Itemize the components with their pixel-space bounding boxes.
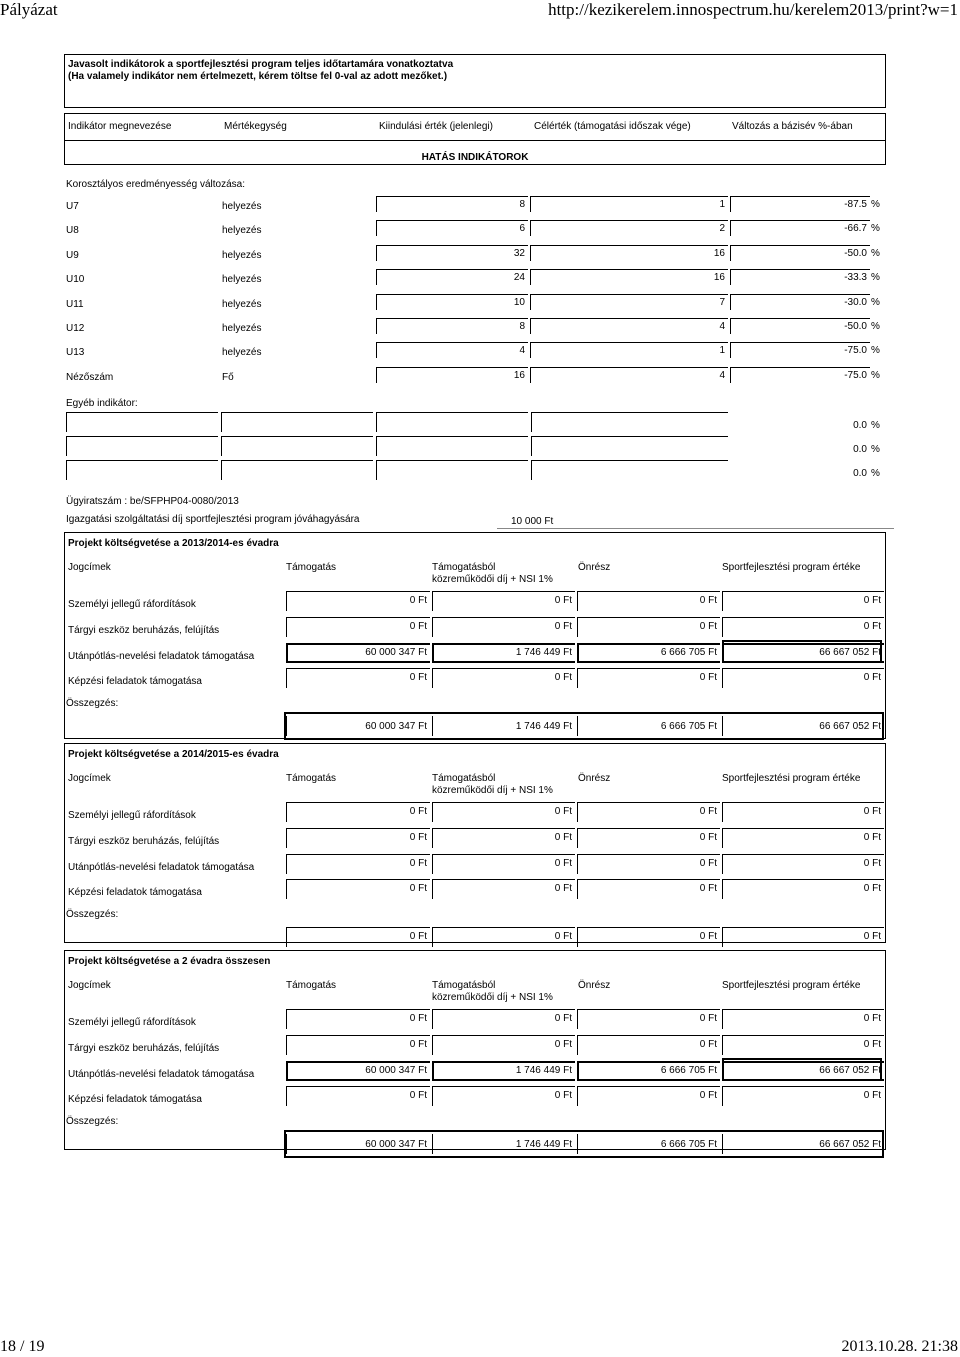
indicator-unit: helyezés [222, 225, 262, 236]
budget-cell: 0 Ft [722, 591, 884, 611]
budget-col-tamogatasbol: Támogatásból [432, 562, 496, 573]
page-header-title: Pályázat [0, 0, 58, 19]
summary-total-cell: 1 746 449 Ft [432, 716, 575, 736]
indicator-target: 2 [530, 220, 728, 236]
indicator-change: -75.0 [730, 342, 870, 358]
budget-cell: 6 666 705 Ft [577, 1061, 720, 1081]
budget-row-label: Tárgyi eszköz beruházás, felújítás [68, 835, 220, 847]
indicator-unit: Fő [222, 372, 234, 383]
budget-row-label: Személyi jellegű ráfordítások [68, 810, 196, 821]
indicator-change: -87.5 [730, 196, 870, 212]
budget-cell: 0 Ft [577, 617, 720, 637]
other-indicator-change: 0.0 [853, 468, 867, 479]
indicator-name: U10 [66, 274, 85, 285]
indicator-unit: helyezés [222, 299, 262, 310]
summary-total-cell: 60 000 347 Ft [286, 716, 430, 736]
budget-col-fee: közreműködői díj + NSI 1% [432, 574, 553, 585]
budget-col-ertek: Sportfejlesztési program értéke [722, 562, 861, 573]
indicator-base: 16 [376, 367, 528, 383]
admin-fee-value: 10 000 Ft [511, 516, 554, 527]
indicator-change: -66.7 [730, 220, 870, 236]
budget-cell: 0 Ft [286, 854, 430, 874]
budget-cell: 0 Ft [286, 1086, 430, 1106]
budget-cell: 0 Ft [577, 802, 720, 822]
budget-cell: 0 Ft [286, 802, 430, 822]
budget-col-tamogatasbol: Támogatásból [432, 773, 496, 784]
pct-sign: % [871, 248, 880, 259]
budget-title: Projekt költségvetése a 2 évadra összesen [68, 956, 271, 967]
budget-cell: 0 Ft [432, 1086, 575, 1106]
other-indicator-cell [531, 460, 728, 480]
indicators-subtitle: (Ha valamely indikátor nem értelmezett, kérem töltse fel 0-val az adott mezőket.) [68, 71, 448, 82]
budget-cell: 0 Ft [286, 668, 430, 688]
budget-total-highlight [722, 1058, 882, 1081]
indicator-base: 10 [376, 294, 528, 310]
budget-row-label: Utánpótlás-nevelési feladatok támogatása [68, 650, 255, 662]
indicator-target: 4 [530, 367, 728, 383]
budget-cell: 0 Ft [722, 802, 884, 822]
budget-row-label: Képzési feladatok támogatása [68, 676, 202, 688]
budget-cell: 0 Ft [722, 1035, 884, 1055]
other-indicator-change: 0.0 [853, 444, 867, 455]
budget-cell: 0 Ft [432, 668, 575, 688]
budget-col-tamogatas: Támogatás [286, 980, 337, 991]
indicator-change: -30.0 [730, 294, 870, 310]
summary-label: Összegzés: [66, 698, 119, 710]
indicators-title: Javasolt indikátorok a sportfejlesztési program teljes időtartamára vonatkoztatva [68, 59, 454, 70]
budget-cell: 0 Ft [286, 617, 430, 637]
page-number: 18 / 19 [0, 1338, 45, 1355]
indicator-name: U8 [66, 225, 79, 236]
other-indicator-cell [66, 412, 218, 432]
budget-cell: 0 Ft [577, 828, 720, 848]
indicator-unit: helyezés [222, 274, 262, 285]
indicator-change: -50.0 [730, 318, 870, 334]
pct-sign: % [871, 370, 880, 381]
col-base-value: Kiindulási érték (jelenlegi) [379, 121, 493, 132]
budget-col-jogcimek: Jogcímek [68, 980, 111, 991]
budget-cell: 0 Ft [286, 879, 430, 899]
budget-cell: 0 Ft [722, 1086, 884, 1106]
budget-cell: 0 Ft [432, 854, 575, 874]
budget-col-ertek: Sportfejlesztési program értéke [722, 773, 861, 784]
budget-cell: 0 Ft [722, 879, 884, 899]
budget-cell: 0 Ft [577, 854, 720, 874]
budget-title: Projekt költségvetése a 2013/2014-es évadra [68, 538, 279, 549]
budget-cell: 0 Ft [432, 1035, 575, 1055]
indicator-change: -33.3 [730, 269, 870, 285]
indicator-name: U12 [66, 323, 85, 334]
pct-sign: % [871, 444, 880, 455]
other-indicator-cell [221, 436, 373, 456]
budget-cell: 0 Ft [286, 1035, 430, 1055]
budget-row-label: Utánpótlás-nevelési feladatok támogatása [68, 1068, 255, 1080]
budget-cell: 0 Ft [286, 828, 430, 848]
indicator-base: 8 [376, 196, 528, 212]
indicator-name: U9 [66, 250, 79, 261]
budget-row-label: Személyi jellegű ráfordítások [68, 599, 196, 610]
budget-cell: 0 Ft [432, 802, 575, 822]
other-indicator-change: 0.0 [853, 420, 867, 431]
budget-cell: 0 Ft [432, 591, 575, 611]
summary-total-cell: 6 666 705 Ft [577, 1134, 720, 1154]
summary-total-cell: 66 667 052 Ft [722, 1134, 884, 1154]
budget-cell: 0 Ft [722, 617, 884, 637]
budget-cell: 60 000 347 Ft [286, 643, 430, 663]
indicator-target: 7 [530, 294, 728, 310]
budget-col-tamogatas: Támogatás [286, 562, 337, 573]
other-indicator-cell [66, 436, 218, 456]
budget-cell: 66 667 052 Ft [722, 643, 884, 663]
file-number: Ügyiratszám : be/SFPHP04-0080/2013 [66, 496, 239, 507]
other-indicator-cell [221, 460, 373, 480]
budget-row-label: Személyi jellegű ráfordítások [68, 1017, 196, 1028]
pct-sign: % [871, 420, 880, 431]
budget-col-jogcimek: Jogcímek [68, 773, 111, 784]
other-indicator-cell [531, 436, 728, 456]
indicator-change: -50.0 [730, 245, 870, 261]
budget-col-tamogatas: Támogatás [286, 773, 337, 784]
budget-cell: 0 Ft [722, 828, 884, 848]
page-header-url: http://kezikerelem.innospectrum.hu/kerelem2013/print?w=1 [548, 0, 958, 19]
budget-col-onresz: Önrész [578, 562, 611, 573]
budget-cell: 0 Ft [577, 668, 720, 688]
budget-cell: 0 Ft [432, 879, 575, 899]
indicator-base: 8 [376, 318, 528, 334]
budget-row-label: Képzési feladatok támogatása [68, 1094, 202, 1106]
col-target-value: Célérték (támogatási időszak vége) [534, 121, 691, 132]
budget-cell: 0 Ft [722, 854, 884, 874]
summary-total-cell: 0 Ft [577, 927, 720, 947]
indicator-target: 1 [530, 342, 728, 358]
summary-total-cell: 66 667 052 Ft [722, 716, 884, 736]
budget-col-fee: közreműködői díj + NSI 1% [432, 785, 553, 796]
budget-cell: 6 666 705 Ft [577, 643, 720, 663]
summary-label: Összegzés: [66, 1116, 119, 1128]
indicator-unit: helyezés [222, 323, 262, 334]
budget-col-fee: közreműködői díj + NSI 1% [432, 992, 553, 1003]
indicator-change: -75.0 [730, 367, 870, 383]
budget-cell: 0 Ft [577, 591, 720, 611]
indicator-base: 6 [376, 220, 528, 236]
budget-col-jogcimek: Jogcímek [68, 562, 111, 573]
other-indicator-cell [376, 460, 528, 480]
indicator-target: 1 [530, 196, 728, 212]
budget-row-label: Képzési feladatok támogatása [68, 887, 202, 899]
pct-sign: % [871, 345, 880, 356]
other-indicator-cell [221, 412, 373, 432]
budget-col-tamogatasbol: Támogatásból [432, 980, 496, 991]
budget-cell: 0 Ft [432, 1009, 575, 1029]
budget-cell: 0 Ft [432, 828, 575, 848]
indicator-target: 16 [530, 245, 728, 261]
budget-cell: 60 000 347 Ft [286, 1061, 430, 1081]
other-indicator-cell [66, 460, 218, 480]
budget-row-label: Tárgyi eszköz beruházás, felújítás [68, 624, 220, 636]
indicator-base: 32 [376, 245, 528, 261]
indicator-name: U13 [66, 347, 85, 358]
other-indicator-label: Egyéb indikátor: [66, 398, 138, 409]
budget-cell: 0 Ft [432, 617, 575, 637]
indicator-unit: helyezés [222, 347, 262, 358]
other-indicator-cell [376, 412, 528, 432]
indicator-name: U11 [66, 299, 84, 310]
summary-total-cell: 6 666 705 Ft [577, 716, 720, 736]
indicator-name: U7 [66, 201, 79, 212]
indicator-target: 16 [530, 269, 728, 285]
budget-cell: 0 Ft [722, 668, 884, 688]
summary-total-cell: 1 746 449 Ft [432, 1134, 575, 1154]
budget-row-label: Tárgyi eszköz beruházás, felújítás [68, 1042, 220, 1054]
pct-sign: % [871, 272, 880, 283]
budget-cell: 1 746 449 Ft [432, 1061, 575, 1081]
age-group-label: Korosztályos eredményesség változása: [66, 179, 245, 190]
indicator-name: Nézőszám [66, 372, 114, 383]
summary-total-cell: 0 Ft [286, 927, 430, 947]
budget-col-ertek: Sportfejlesztési program értéke [722, 980, 861, 991]
budget-cell: 0 Ft [577, 1086, 720, 1106]
budget-cell: 0 Ft [286, 591, 430, 611]
indicator-unit: helyezés [222, 201, 262, 212]
budget-total-highlight [722, 640, 882, 663]
budget-cell: 66 667 052 Ft [722, 1061, 884, 1081]
budget-cell: 1 746 449 Ft [432, 643, 575, 663]
summary-total-cell: 60 000 347 Ft [286, 1134, 430, 1154]
indicator-base: 4 [376, 342, 528, 358]
indicator-unit: helyezés [222, 250, 262, 261]
summary-label: Összegzés: [66, 909, 119, 921]
budget-cell: 0 Ft [577, 1035, 720, 1055]
budget-cell: 0 Ft [577, 879, 720, 899]
pct-sign: % [871, 321, 880, 332]
col-change-pct: Változás a bázisév %-ában [732, 121, 853, 132]
budget-cell: 0 Ft [577, 1009, 720, 1029]
print-timestamp: 2013.10.28. 21:38 [841, 1338, 958, 1355]
budget-col-onresz: Önrész [578, 980, 611, 991]
budget-title: Projekt költségvetése a 2014/2015-es évadra [68, 749, 279, 760]
pct-sign: % [871, 199, 880, 210]
budget-col-onresz: Önrész [578, 773, 611, 784]
pct-sign: % [871, 223, 880, 234]
col-indicator-name: Indikátor megnevezése [68, 121, 172, 132]
summary-total-cell: 0 Ft [432, 927, 575, 947]
col-unit: Mértékegység [224, 121, 287, 132]
admin-fee-label: Igazgatási szolgáltatási díj sportfejlesztési program jóváhagyására [66, 514, 360, 525]
budget-cell: 0 Ft [286, 1009, 430, 1029]
indicator-target: 4 [530, 318, 728, 334]
other-indicator-cell [531, 412, 728, 432]
indicator-base: 24 [376, 269, 528, 285]
pct-sign: % [871, 468, 880, 479]
summary-total-cell: 0 Ft [722, 927, 884, 947]
pct-sign: % [871, 297, 880, 308]
budget-cell: 0 Ft [722, 1009, 884, 1029]
other-indicator-cell [376, 436, 528, 456]
budget-row-label: Utánpótlás-nevelési feladatok támogatása [68, 861, 255, 873]
impact-section-title: HATÁS INDIKÁTOROK [421, 152, 529, 163]
